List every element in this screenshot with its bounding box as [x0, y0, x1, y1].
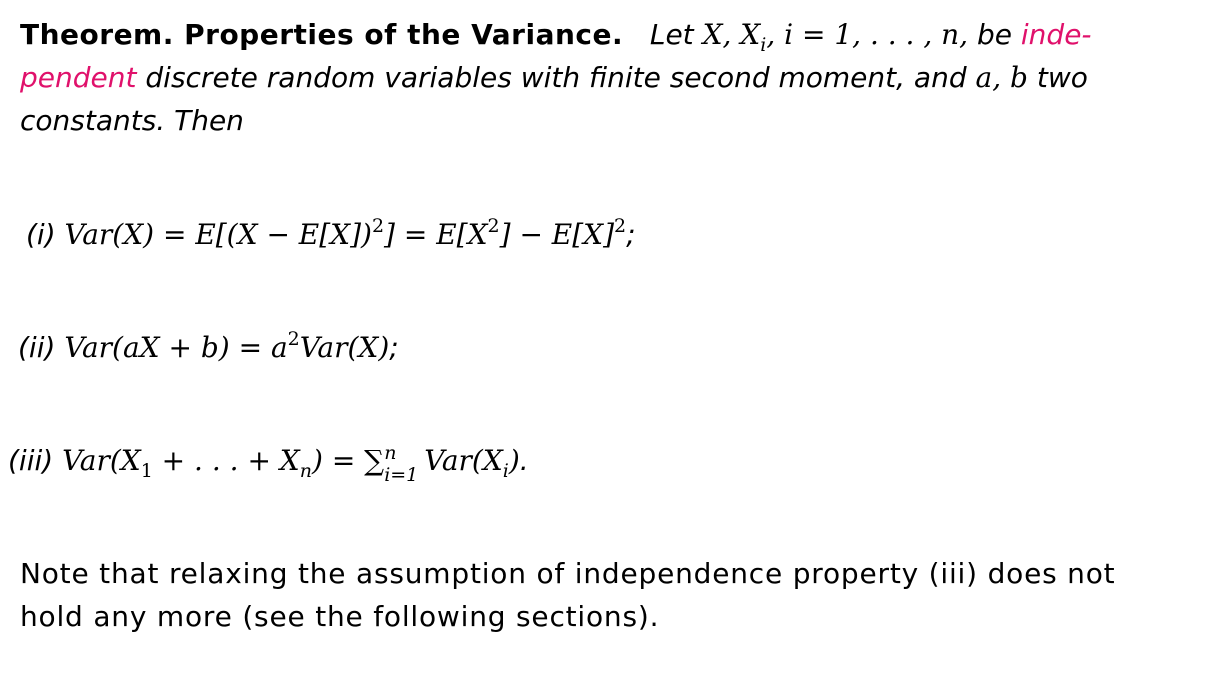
property-iii-formula-c: ) = ∑: [312, 444, 385, 477]
property-iii-sub1: 1: [140, 460, 153, 482]
independent-link-part2[interactable]: pendent: [20, 61, 137, 94]
property-i-label: (i): [26, 218, 56, 251]
sum-limits: [384, 442, 424, 486]
note-line-2: hold any more (see the following sections).: [20, 600, 660, 633]
property-iii-sub3: i: [502, 460, 509, 482]
theorem-line2-text: discrete random variables with finite second moment, and: [145, 61, 967, 94]
theorem-be: be: [977, 18, 1012, 51]
property-ii: [18, 328, 399, 365]
property-iii: [8, 442, 529, 486]
property-ii-sup1: 2: [287, 328, 300, 350]
theorem-lead: Let: [649, 18, 694, 51]
property-iii-formula-b: + . . . + X: [152, 444, 300, 477]
theorem-line2-tail: two: [1036, 61, 1088, 94]
property-i-end: ;: [626, 218, 636, 251]
property-ii-label: (ii): [18, 331, 56, 364]
property-iii-end: .: [519, 444, 529, 477]
property-iii-sub2: n: [299, 460, 312, 482]
sum-lower-limit: i=1: [384, 464, 419, 486]
property-i-sup2: 2: [487, 215, 500, 237]
note-line-1: Note that relaxing the assumption of independence property (iii) does not: [20, 557, 1116, 590]
theorem-math-x: X, X: [702, 18, 761, 51]
theorem-math-sub: i: [760, 34, 767, 56]
property-iii-formula-e: ): [508, 444, 520, 477]
property-i-formula-a: Var(X) = E[(X − E[X]): [64, 218, 372, 251]
theorem-constants-math: a, b: [975, 61, 1028, 94]
property-ii-end: ;: [389, 331, 399, 364]
sum-upper-limit: n: [384, 442, 397, 464]
independent-link-part1[interactable]: inde-: [1020, 18, 1092, 51]
theorem-line-1: [20, 18, 1092, 56]
property-i: [26, 215, 636, 252]
theorem-heading: Theorem. Properties of the Variance.: [20, 18, 624, 51]
property-ii-formula-a: Var(aX + b) = a: [64, 331, 288, 364]
theorem-math-range: , i = 1, . . . , n,: [766, 18, 969, 51]
property-iii-formula-d: Var(X: [424, 444, 503, 477]
property-i-formula-b: ] = E[X: [384, 218, 488, 251]
theorem-line-3: constants. Then: [20, 104, 244, 137]
theorem-line-2: [20, 61, 1088, 95]
property-iii-label: (iii): [8, 444, 54, 477]
property-i-sup3: 2: [614, 215, 627, 237]
property-i-sup1: 2: [371, 215, 385, 237]
property-i-formula-c: ] − E[X]: [499, 218, 615, 251]
property-ii-formula-b: Var(X): [299, 331, 390, 364]
property-iii-formula-a: Var(X: [62, 444, 141, 477]
